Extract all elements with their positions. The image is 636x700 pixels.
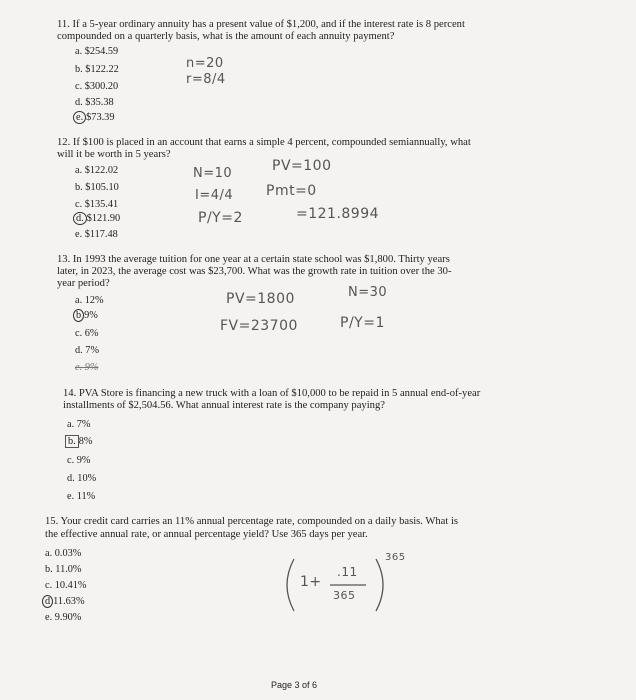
q14-stem-line2: installments of $2,504.56. What annual interest rate is the company paying? [63,400,385,411]
q12-option-d-text: $121.90 [86,213,121,224]
page-number: Page 3 of 6 [271,680,318,690]
q11-option-d: d. $35.38 [75,97,114,108]
q11-note-n: n=20 [186,56,224,71]
q15-note-exponent: 365 [385,552,406,563]
q12-selected-circle: d. [73,212,87,225]
q15-option-b: b. 11.0% [45,564,82,575]
q13-option-c: c. 6% [75,328,99,339]
q12-stem-line1: 12. If $100 is placed in an account that earns a simple 4 percent, compounded semiannually, what [57,137,471,148]
q15-note-parentheses [280,555,390,615]
q11-stem-line2: compounded on a quarterly basis, what is the amount of each annuity payment? [57,31,395,42]
q13-note-pv: PV=1800 [226,291,295,307]
q12-option-e: e. $117.48 [75,229,118,240]
q15-option-d-text: 11.63% [53,596,85,607]
q11-option-b: b. $122.22 [75,64,119,75]
q11-stem-line1: 11. If a 5-year ordinary annuity has a present value of $1,200, and if the interest rate is 8 percent [57,19,465,30]
q12-option-b: b. $105.10 [75,182,119,193]
q14-option-c: c. 9% [67,455,91,466]
q11-option-e-text: $73.39 [86,112,115,123]
q14-selected-box: b. [65,435,79,448]
q11-option-c: c. $300.20 [75,81,119,92]
q13-note-py: P/Y=1 [340,315,385,331]
q12-stem-line2: will it be worth in 5 years? [57,149,171,160]
q13-selected-circle: b [73,309,84,322]
q13-stem-line3: year period? [57,278,110,289]
q14-stem-line1: 14. PVA Store is financing a new truck with a loan of $10,000 to be repaid in 5 annual end-of-year [63,388,481,399]
q14-option-b-text: 8% [78,436,93,447]
q12-option-a: a. $122.02 [75,165,119,176]
q12-note-result: =121.8994 [296,206,380,222]
q15-option-a: a. 0.03% [45,548,82,559]
q13-stem-line1: 13. In 1993 the average tuition for one year at a certain state school was $1,800. Thirty years [57,254,450,265]
q15-option-e: e. 9.90% [45,612,82,623]
q15-option-c: c. 10.41% [45,580,87,591]
q13-option-b [73,310,98,322]
q13-option-e: e. 9% [75,362,99,373]
q13-option-a: a. 12% [75,295,104,306]
q13-option-d: d. 7% [75,345,100,356]
q12-note-n: N=10 [193,166,233,181]
q12-note-i: I=4/4 [195,188,234,203]
q11-option-e [73,112,114,124]
q12-note-py: P/Y=2 [198,210,243,226]
q14-option-a: a. 7% [67,419,91,430]
q14-option-b [65,436,92,448]
q15-selected-circle: d [42,595,53,608]
q13-note-n: N=30 [348,285,388,300]
q15-note-denominator: 365 [333,589,356,602]
q15-note-one-plus: 1+ [300,574,322,590]
q13-note-fv: FV=23700 [220,318,298,334]
q14-option-d: d. 10% [67,473,97,484]
q12-note-pv: PV=100 [272,158,332,174]
q11-note-r: r=8/4 [186,72,226,87]
q12-option-c: c. $135.41 [75,199,119,210]
q13-stem-line2: later, in 2023, the average cost was $23,700. What was the growth rate in tuition over the 30- [57,266,452,277]
q12-option-d [73,213,120,225]
q12-note-pmt: Pmt=0 [266,183,317,199]
q15-note-numerator: .11 [337,565,358,579]
q15-stem-line2: the effective annual rate, or annual percentage yield? Use 365 days per year. [45,529,368,540]
q13-option-b-text: 9% [84,310,98,321]
q11-option-a: a. $254.59 [75,46,119,57]
q14-option-e: e. 11% [67,491,96,502]
q15-stem-line1: 15. Your credit card carries an 11% annual percentage rate, compounded on a daily basis. What is [45,516,459,527]
q15-option-d [42,596,85,608]
q11-selected-circle: e. [73,111,86,124]
